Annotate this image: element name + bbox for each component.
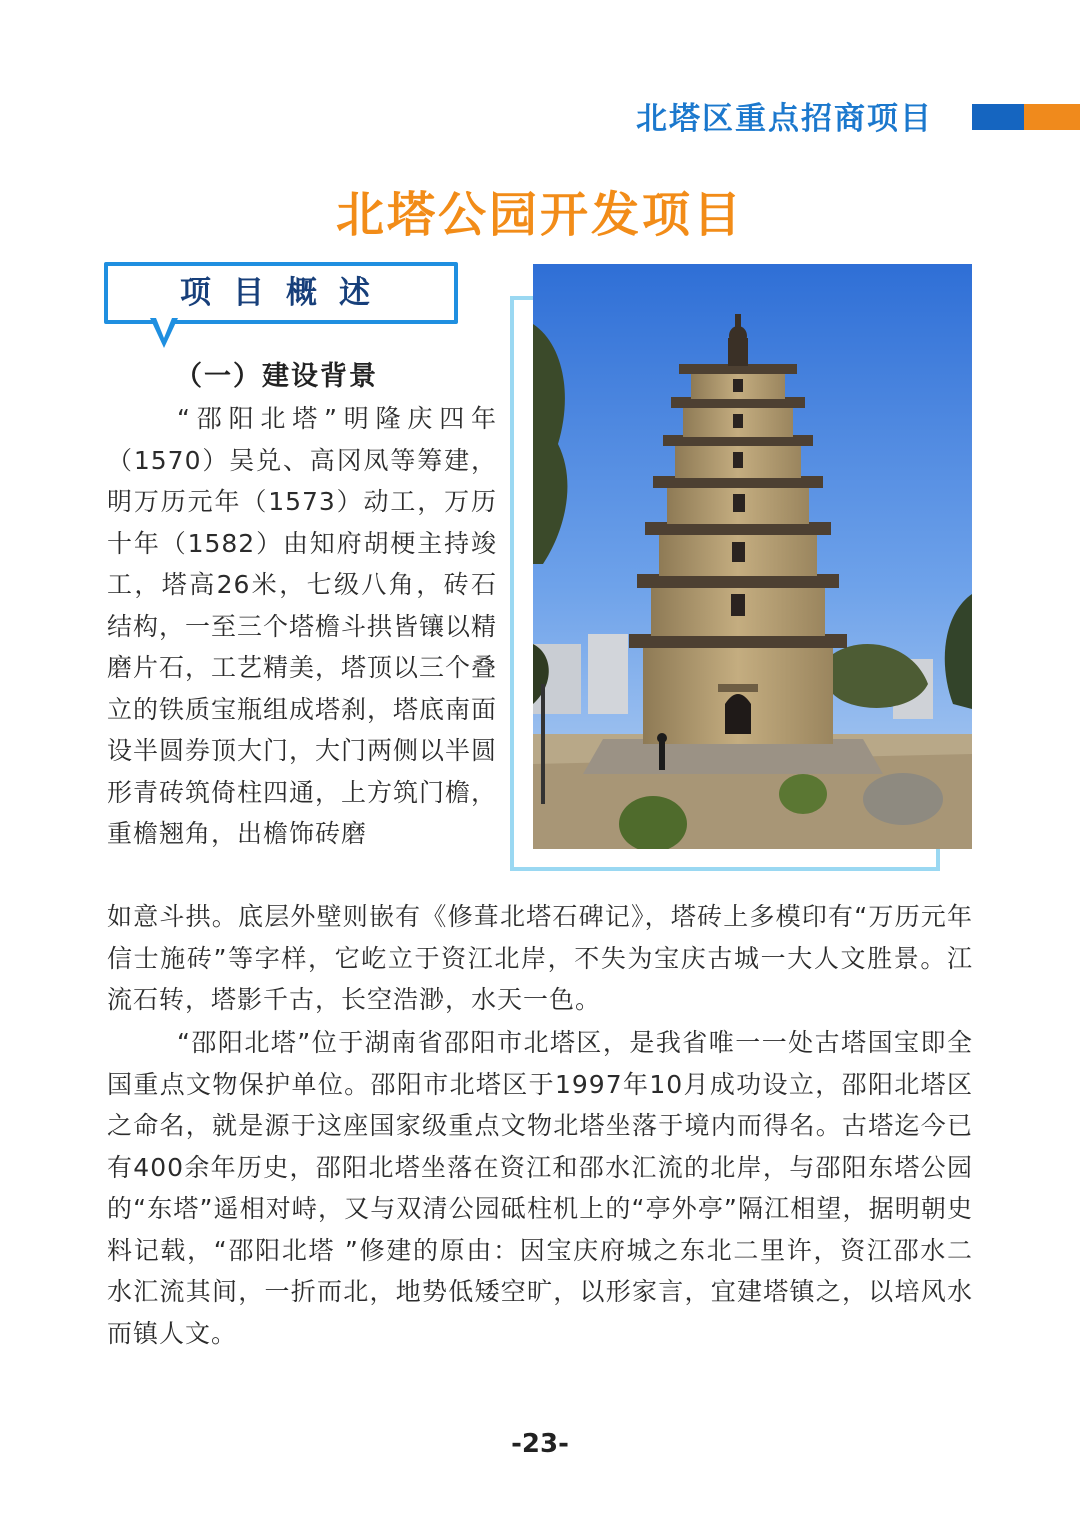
pagoda-photo (533, 264, 972, 849)
header-title: 北塔区重点招商项目 (636, 101, 933, 137)
overview-label: 项目概述 (180, 275, 392, 311)
section-heading: （一）建设背景 (175, 361, 378, 392)
paragraph-1-part-1 (107, 398, 497, 855)
paragraph-1-part-2: 如意斗拱。底层外壁则嵌有《修葺北塔石碑记》，塔砖上多模印有“万历元年信士施砖”等字样，它屹立于资江北岸，不失为宝庆古城一大人文胜景。江流石转，塔影千古，长空浩渺，水天一色。 (107, 902, 973, 1014)
header-bar-orange (1024, 104, 1080, 130)
paragraph-1-text: “邵阳北塔”明隆庆四年（1570）吴兑、高冈凤等筹建，明万历元年（1573）动工，万历十年（1582）由知府胡梗主持竣工，塔高26米，七级八角，砖石结构，一至三个塔檐斗拱皆镶以精磨片石，工艺精美，塔顶以三个叠立的铁质宝瓶组成塔刹，塔底南面设半圆券顶大门，大门两侧以半圆形青砖筑倚柱四通，上方筑门檐，重檐翘角，出檐饰砖磨 (107, 404, 498, 848)
overview-callout (104, 262, 458, 324)
header-bar-blue (972, 104, 1024, 130)
page-title: 北塔公园开发项目 (335, 187, 744, 243)
overview-callout-tail-inner (156, 318, 172, 338)
page-number: -23- (511, 1429, 569, 1459)
paragraph-2-text: “邵阳北塔”位于湖南省邵阳市北塔区，是我省唯一一处古塔国宝即全国重点文物保护单位。邵阳市北塔区于1997年10月成功设立，邵阳北塔区之命名，就是源于这座国家级重点文物北塔坐落于境内而得名。古塔迄今已有400余年历史，邵阳北塔坐落在资江和邵水汇流的北岸，与邵阳东塔公园的“东塔”遥相对峙，又与双清公园砥柱机上的“亭外亭”隔江相望，据明朝史料记载，“邵阳北塔 ”修建的原由：因宝庆府城之东北二里许，资江邵水二水汇流其间，一折而北，地势低矮空旷，以形家言，宜建塔镇之，以培风水而镇人文。 (107, 1028, 973, 1348)
paragraph-2 (107, 1022, 973, 1354)
